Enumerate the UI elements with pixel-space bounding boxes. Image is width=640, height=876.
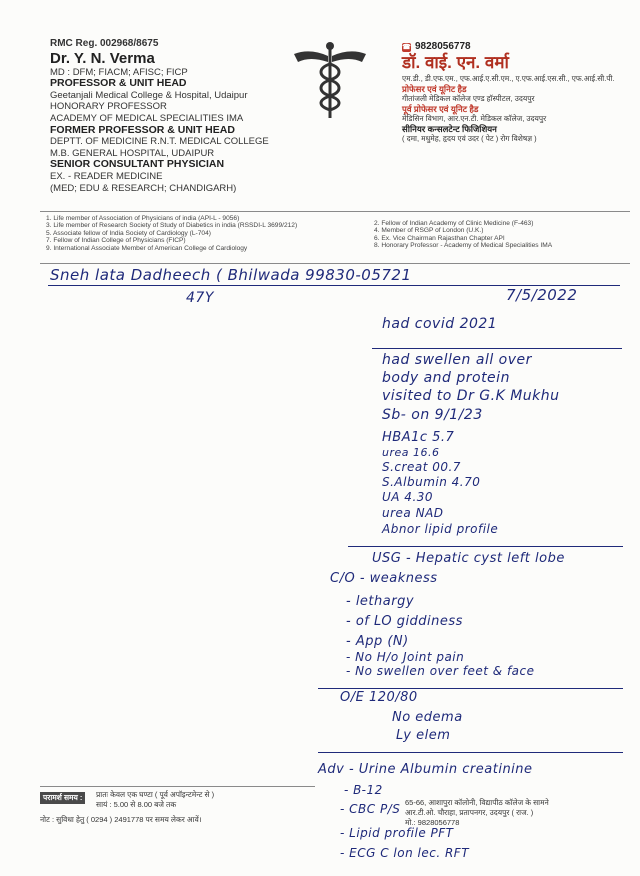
advice-line: - B-12	[344, 783, 383, 797]
appointment-note: नोट : सुविधा हेतु ( 0294 ) 2491778 पर समय लेकर आवें।	[40, 815, 202, 824]
general-hospital: M.B. GENERAL HOSPITAL, UDAIPUR	[50, 147, 215, 159]
senior-consultant: SENIOR CONSULTANT PHYSICIAN	[50, 158, 225, 171]
footer	[40, 790, 630, 830]
lab-result: Abnor lipid profile	[382, 522, 499, 536]
former-department: DEPTT. OF MEDICINE R.N.T. MEDICAL COLLEGE	[50, 136, 269, 148]
address-line: आर.टी.ओ. चौराहा, प्रतापनगर, उदयपुर ( राज. )	[405, 808, 534, 817]
exam-line: No edema	[392, 710, 463, 725]
advice-line: - Lipid profile PFT	[340, 826, 454, 840]
usg-finding: USG - Hepatic cyst left lobe	[372, 551, 565, 566]
honorary-academy: ACADEMY OF MEDICAL SPECIALITIES IMA	[50, 112, 244, 124]
complaint-line: - No H/o Joint pain	[346, 650, 465, 664]
membership-item: 9. International Associate Member of American College of Cardiology	[46, 244, 248, 252]
specialities-hindi: ( दमा, मधुमेह, हृदय एवं उदर ( पेट ) रोग विशेषज्ञ )	[402, 134, 537, 143]
advice-line: - ECG C lon lec. RFT	[340, 846, 470, 860]
qualifications-hindi: एम.डी., डी.एफ.एम., एफ.आई.ए.सी.एम., ए.एफ.आई.एस.सी., एफ.आई.सी.पी.	[402, 74, 615, 83]
lab-result: S.Albumin 4.70	[382, 475, 481, 489]
complaint-line: - No swellen over feet & face	[346, 664, 535, 678]
advice-line: - CBC P/S	[340, 802, 401, 816]
morning-timing: प्रातः केवल एक घण्टा ( पूर्व अपॉइन्टमेन्ट से )	[96, 790, 215, 799]
phone-icon: ☎	[402, 43, 411, 51]
footer-divider	[40, 786, 315, 787]
department-hindi: मेडिसिन विभाग, आर.एन.टी. मेडिकल कॉलेज, उदयपुर	[402, 114, 547, 123]
lab-result: urea 16.6	[382, 446, 440, 459]
membership-item: 6. Ex. Vice Chairman Rajasthan Chapter API	[374, 234, 505, 242]
former-designation: FORMER PROFESSOR & UNIT HEAD	[50, 123, 235, 136]
membership-item: 2. Fellow of Indian Academy of Clinic Medicine (F-463)	[374, 220, 534, 227]
evening-timing: सायं : 5.00 से 8.00 बजे तक	[96, 800, 177, 809]
caduceus-logo-icon	[290, 40, 370, 120]
clinic-address	[405, 798, 630, 828]
memberships-right	[374, 220, 624, 250]
lab-result: S.creat 00.7	[382, 460, 461, 474]
memberships-left	[46, 215, 376, 252]
advice-line: Adv - Urine Albumin creatinine	[318, 762, 533, 777]
advice-divider	[318, 752, 623, 753]
address-line: मो.: 9828056778	[405, 818, 460, 827]
registration-number: RMC Reg. 002968/8675	[50, 38, 159, 49]
membership-divider	[40, 263, 630, 264]
doctor-details-hindi	[402, 42, 634, 144]
lab-result: urea NAD	[382, 506, 444, 520]
phone-text: 9828056778	[415, 41, 471, 52]
lab-result: UA 4.30	[382, 490, 434, 504]
membership-item: 4. Member of RSGP of London (U.K.)	[374, 227, 484, 235]
complaint-line: - App (N)	[346, 634, 409, 649]
membership-item: 7. Fellow of Indian College of Physicians (FICP)	[46, 237, 186, 245]
professor-hindi: प्रोफेसर एवं यूनिट हैड	[402, 84, 467, 94]
phone-number	[402, 42, 634, 52]
exam-divider	[318, 688, 623, 689]
exam-line: Ly elem	[396, 728, 451, 743]
doctor-name-hindi: डॉ. वाई. एन. वर्मा	[402, 53, 509, 72]
history-line: visited to Dr G.K Mukhu	[382, 388, 560, 404]
doctor-name: Dr. Y. N. Verma	[50, 49, 155, 67]
membership-item: 1. Life member of Association of Physicians of india (API-L - 9056)	[46, 215, 240, 222]
address-line: 65-66, आशापुरा कॉलोनी, विद्यापीठ कॉलेज के सामने	[405, 798, 549, 807]
patient-age: 47Y	[186, 290, 214, 306]
complaint-line: - lethargy	[346, 594, 415, 609]
institution-hindi: गीतांजली मेडिकल कॉलेज एण्ड हॉस्पीटल, उदयपुर	[402, 94, 535, 103]
header-divider	[40, 211, 630, 212]
history-covid: had covid 2021	[382, 316, 498, 332]
former-professor-hindi: पूर्व प्रोफेसर एवं यूनिट हैड	[402, 104, 479, 114]
membership-item: 8. Honorary Professor - Academy of Medical Specialities IMA	[374, 242, 553, 250]
institution: Geetanjali Medical College & Hospital, Udaipur	[50, 89, 248, 101]
med-edu: (MED; EDU & RESEARCH; CHANDIGARH)	[50, 182, 237, 194]
history-divider	[372, 348, 622, 349]
senior-consultant-hindi: सीनियर कन्सलटेन्ट फिजिशियन	[402, 124, 497, 134]
history-line: Sb- on 9/1/23	[382, 407, 483, 423]
consultation-time-label: परामर्श समय :	[40, 792, 85, 804]
membership-item: 5. Associate fellow of India Society of Cardiology (L-704)	[46, 229, 211, 237]
doctor-details-english	[50, 38, 300, 194]
visit-date: 7/5/2022	[506, 286, 578, 304]
complaint-line: - of LO giddiness	[346, 614, 463, 629]
designation: PROFESSOR & UNIT HEAD	[50, 77, 187, 90]
complaint-line: C/O - weakness	[330, 571, 438, 586]
exam-line: O/E 120/80	[340, 690, 418, 705]
honorary-title: HONORARY PROFESSOR	[50, 101, 167, 113]
patient-name: Sneh lata Dadheech ( Bhilwada 99830-05721	[50, 266, 412, 284]
history-line: body and protein	[382, 370, 510, 386]
history-line: had swellen all over	[382, 352, 532, 368]
ex-reader: EX. - READER MEDICINE	[50, 170, 163, 182]
lab-result: HBA1c 5.7	[382, 430, 455, 445]
usg-divider	[348, 546, 623, 547]
membership-item: 3. Life member of Research Society of Study of Diabetics in india (RSSDI-L 3699/212)	[46, 222, 298, 230]
qualifications: MD : DFM; FIACM; AFISC; FICP	[50, 66, 188, 78]
